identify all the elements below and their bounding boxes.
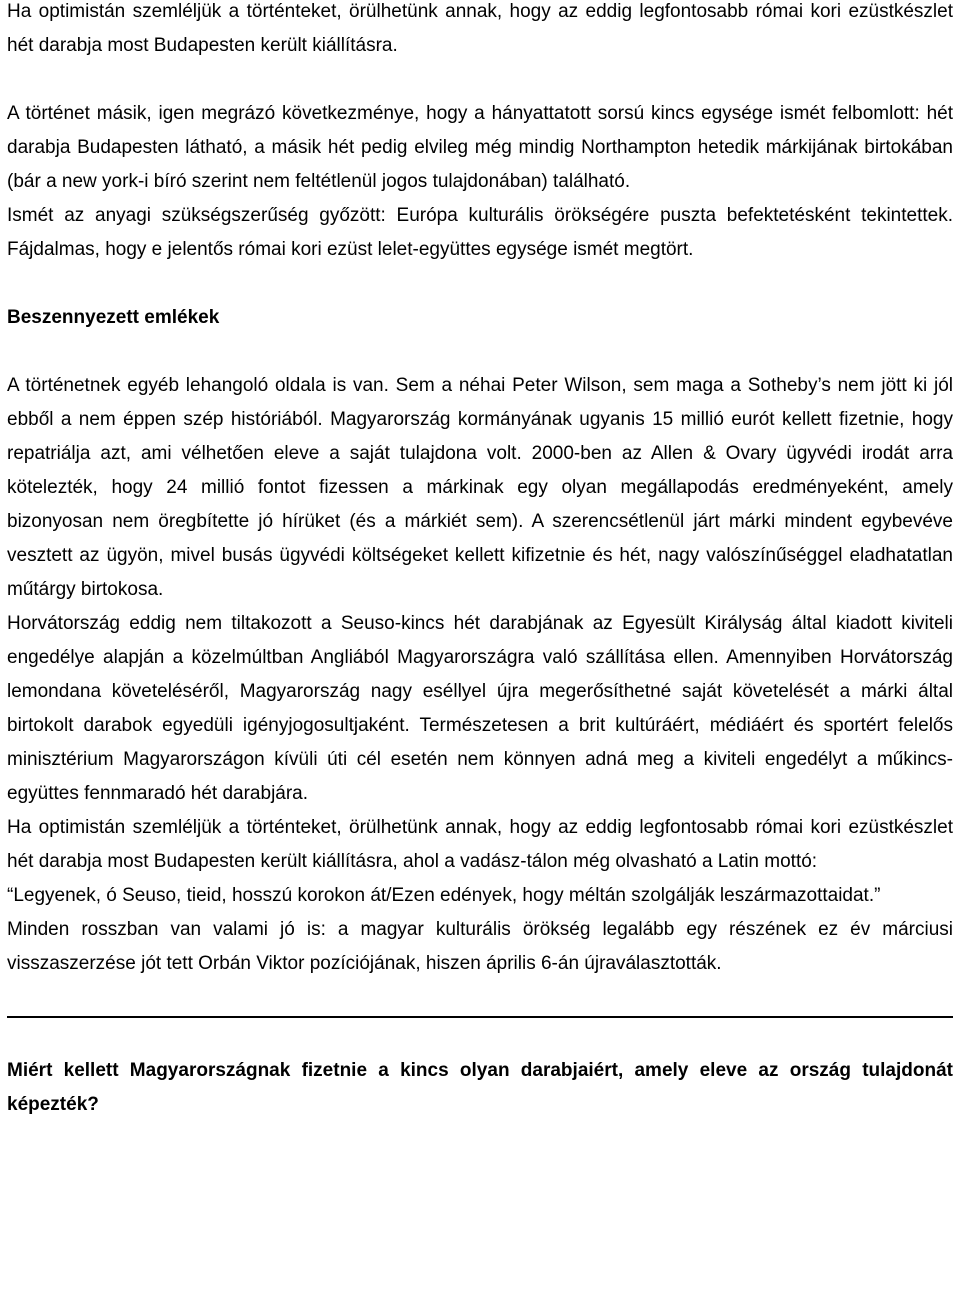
paragraph-treasure-split: A történet másik, igen megrázó következménye, hogy a hányattatott sorsú kincs egysége ismét felbomlott: hét darabja Budapesten látható, a másik hét pedig elvileg még mindig Northampton hetedik márkijának birtokában (bár a new york-i bíró szerint nem feltétlenül jogos tulajdonában) található. (7, 103, 953, 192)
paragraph-silver-lining: Minden rosszban van valami jó is: a magyar kulturális örökség legalább egy részének ez év márciusi visszaszerzése jót tett Orbán Viktor pozíciójának, hiszen április 6-án újraválasztották. (7, 919, 953, 974)
question-text: Miért kellett Magyarországnak fizetnie a kincs olyan darabjaiért, amely eleve az ország tulajdonát képezték? (7, 1060, 953, 1115)
paragraph-optimistic-view: Ha optimistán szemléljük a történteket, örülhetünk annak, hogy az eddig legfontosabb római kori ezüstkészlet hét darabja most Budapesten került kiállításra, ahol a vadász-tálon még olvasható a Latin mottó: (7, 817, 953, 872)
paragraph-other-side: A történetnek egyéb lehangoló oldala is van. Sem a néhai Peter Wilson, sem maga a Sotheby’s nem jött ki jól ebből a nem éppen szép históriából. Magyarország kormányának ugyanis 15 millió eurót kellett fizetnie, hogy repatriálja azt, ami vélhetően eleve a saját tulajdona volt. 2000-ben az Allen & Ovary ügyvédi irodát arra kötelezték, hogy 24 millió fontot fizessen a márkinak egy olyan megállapodás eredményeként, amely bizonyosan nem öregbítette jó hírüket (és a márkiét sem). A szerencsétlenül járt márki mindent egybevéve vesztett az ügyön, mivel busás ügyvédi költségeket kellett kifizetnie és hét, nagy valószínűséggel eladhatatlan műtárgy birtokosa. (7, 375, 953, 600)
paragraph-intro-exhibition: Ha optimistán szemléljük a történteket, örülhetünk annak, hogy az eddig legfontosabb római kori ezüstkészlet hét darabja most Budapesten került kiállításra. (7, 1, 953, 56)
document-page (7, 0, 953, 1122)
section-heading: Beszennyezett emlékek (7, 307, 220, 328)
horizontal-rule (7, 1016, 953, 1018)
paragraph-financial-necessity: Ismét az anyagi szükségszerűség győzött: Európa kulturális örökségére puszta befektetésként tekintettek. Fájdalmas, hogy e jelentős római kori ezüst lelet-együttes egysége ismét megtört. (7, 205, 953, 260)
paragraph-croatia: Horvátország eddig nem tiltakozott a Seuso-kincs hét darabjának az Egyesült Királyság által kiadott kiviteli engedélye alapján a közelmúltban Angliából Magyarországra való szállítása ellen. Amennyiben Horvátország lemondana követeléséről, Magyarország nagy eséllyel újra megerősíthetné saját követelését a márki által birtokolt darabok egyedüli igényjogosultjaként. Természetesen a brit kultúráért, médiáért és sportért felelős minisztérium Magyarországon kívüli úti cél esetén nem könnyen adná meg a kiviteli engedélyt a műkincs-együttes fennmaradó hét darabjára. (7, 613, 953, 804)
paragraph-latin-motto: “Legyenek, ó Seuso, tieid, hosszú korokon át/Ezen edények, hogy méltán szolgálják leszármazottaidat.” (7, 885, 881, 906)
